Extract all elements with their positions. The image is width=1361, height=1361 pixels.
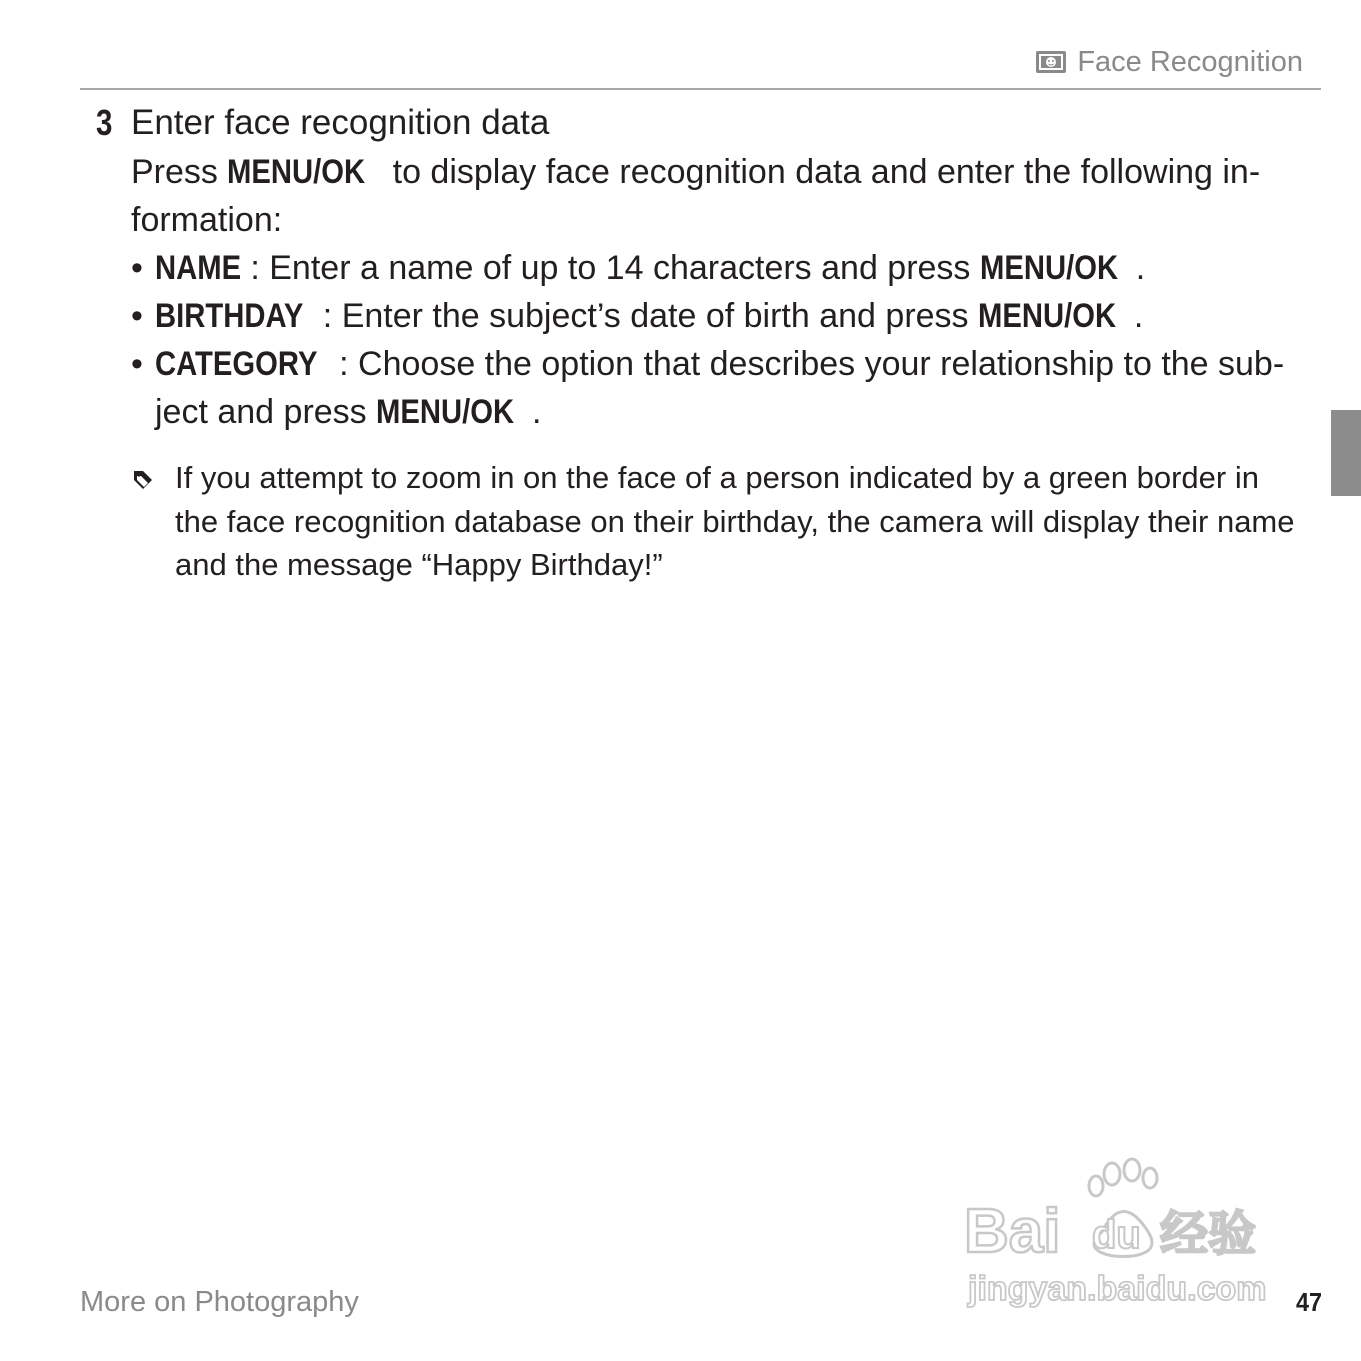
bullet: •	[131, 297, 143, 335]
term-birthday: BIRTHDAY	[155, 297, 304, 335]
step-intro	[131, 148, 1303, 244]
step-number: 3	[96, 102, 113, 143]
menu-ok-key: MENU/OK	[978, 297, 1117, 335]
bullet: •	[131, 249, 143, 287]
term-name: NAME	[155, 249, 242, 287]
svg-text:Bai: Bai	[964, 1197, 1061, 1266]
item-text: : Choose the option that describes your relationship to the sub-ject and press	[155, 345, 1285, 431]
header-rule	[80, 88, 1321, 90]
note	[131, 456, 1303, 587]
page-number: 47	[1296, 1287, 1323, 1317]
item-end: .	[1133, 297, 1144, 335]
note-text: If you attempt to zoom in on the face of a person indicated by a green border in the face recognition database on their birthday, the camera will display their name and the message “Happy Birthday!”	[175, 460, 1295, 582]
svg-text:du: du	[1092, 1213, 1141, 1257]
baidu-watermark	[962, 1152, 1282, 1312]
step-title: Enter face recognition data	[131, 103, 550, 142]
intro-text: Press	[131, 153, 228, 191]
menu-ok-key: MENU/OK	[376, 393, 515, 431]
term-category: CATEGORY	[155, 345, 318, 383]
field-list	[131, 244, 1303, 436]
note-tag-icon	[131, 468, 155, 492]
svg-text:jingyan.baidu.com: jingyan.baidu.com	[968, 1270, 1267, 1308]
list-item-category	[131, 340, 1303, 436]
item-text: : Enter a name of up to 14 characters and press	[250, 249, 980, 287]
intro-text-end: to display face recognition data and enter the following in-formation:	[131, 153, 1261, 239]
section-title: Face Recognition	[1077, 45, 1303, 78]
bullet: •	[131, 345, 143, 383]
item-text: : Enter the subject’s date of birth and press	[322, 297, 978, 335]
list-item-name	[131, 244, 1303, 292]
item-end: .	[1135, 249, 1146, 287]
item-end: .	[531, 393, 542, 431]
running-header	[1035, 44, 1303, 80]
chapter-tab	[1331, 410, 1361, 496]
svg-text:经验: 经验	[1160, 1206, 1257, 1262]
menu-ok-key: MENU/OK	[979, 249, 1118, 287]
list-item-birthday	[131, 292, 1303, 340]
face-recognition-icon	[1035, 50, 1067, 74]
menu-ok-key: MENU/OK	[227, 153, 366, 191]
footer-section: More on Photography	[80, 1286, 359, 1318]
